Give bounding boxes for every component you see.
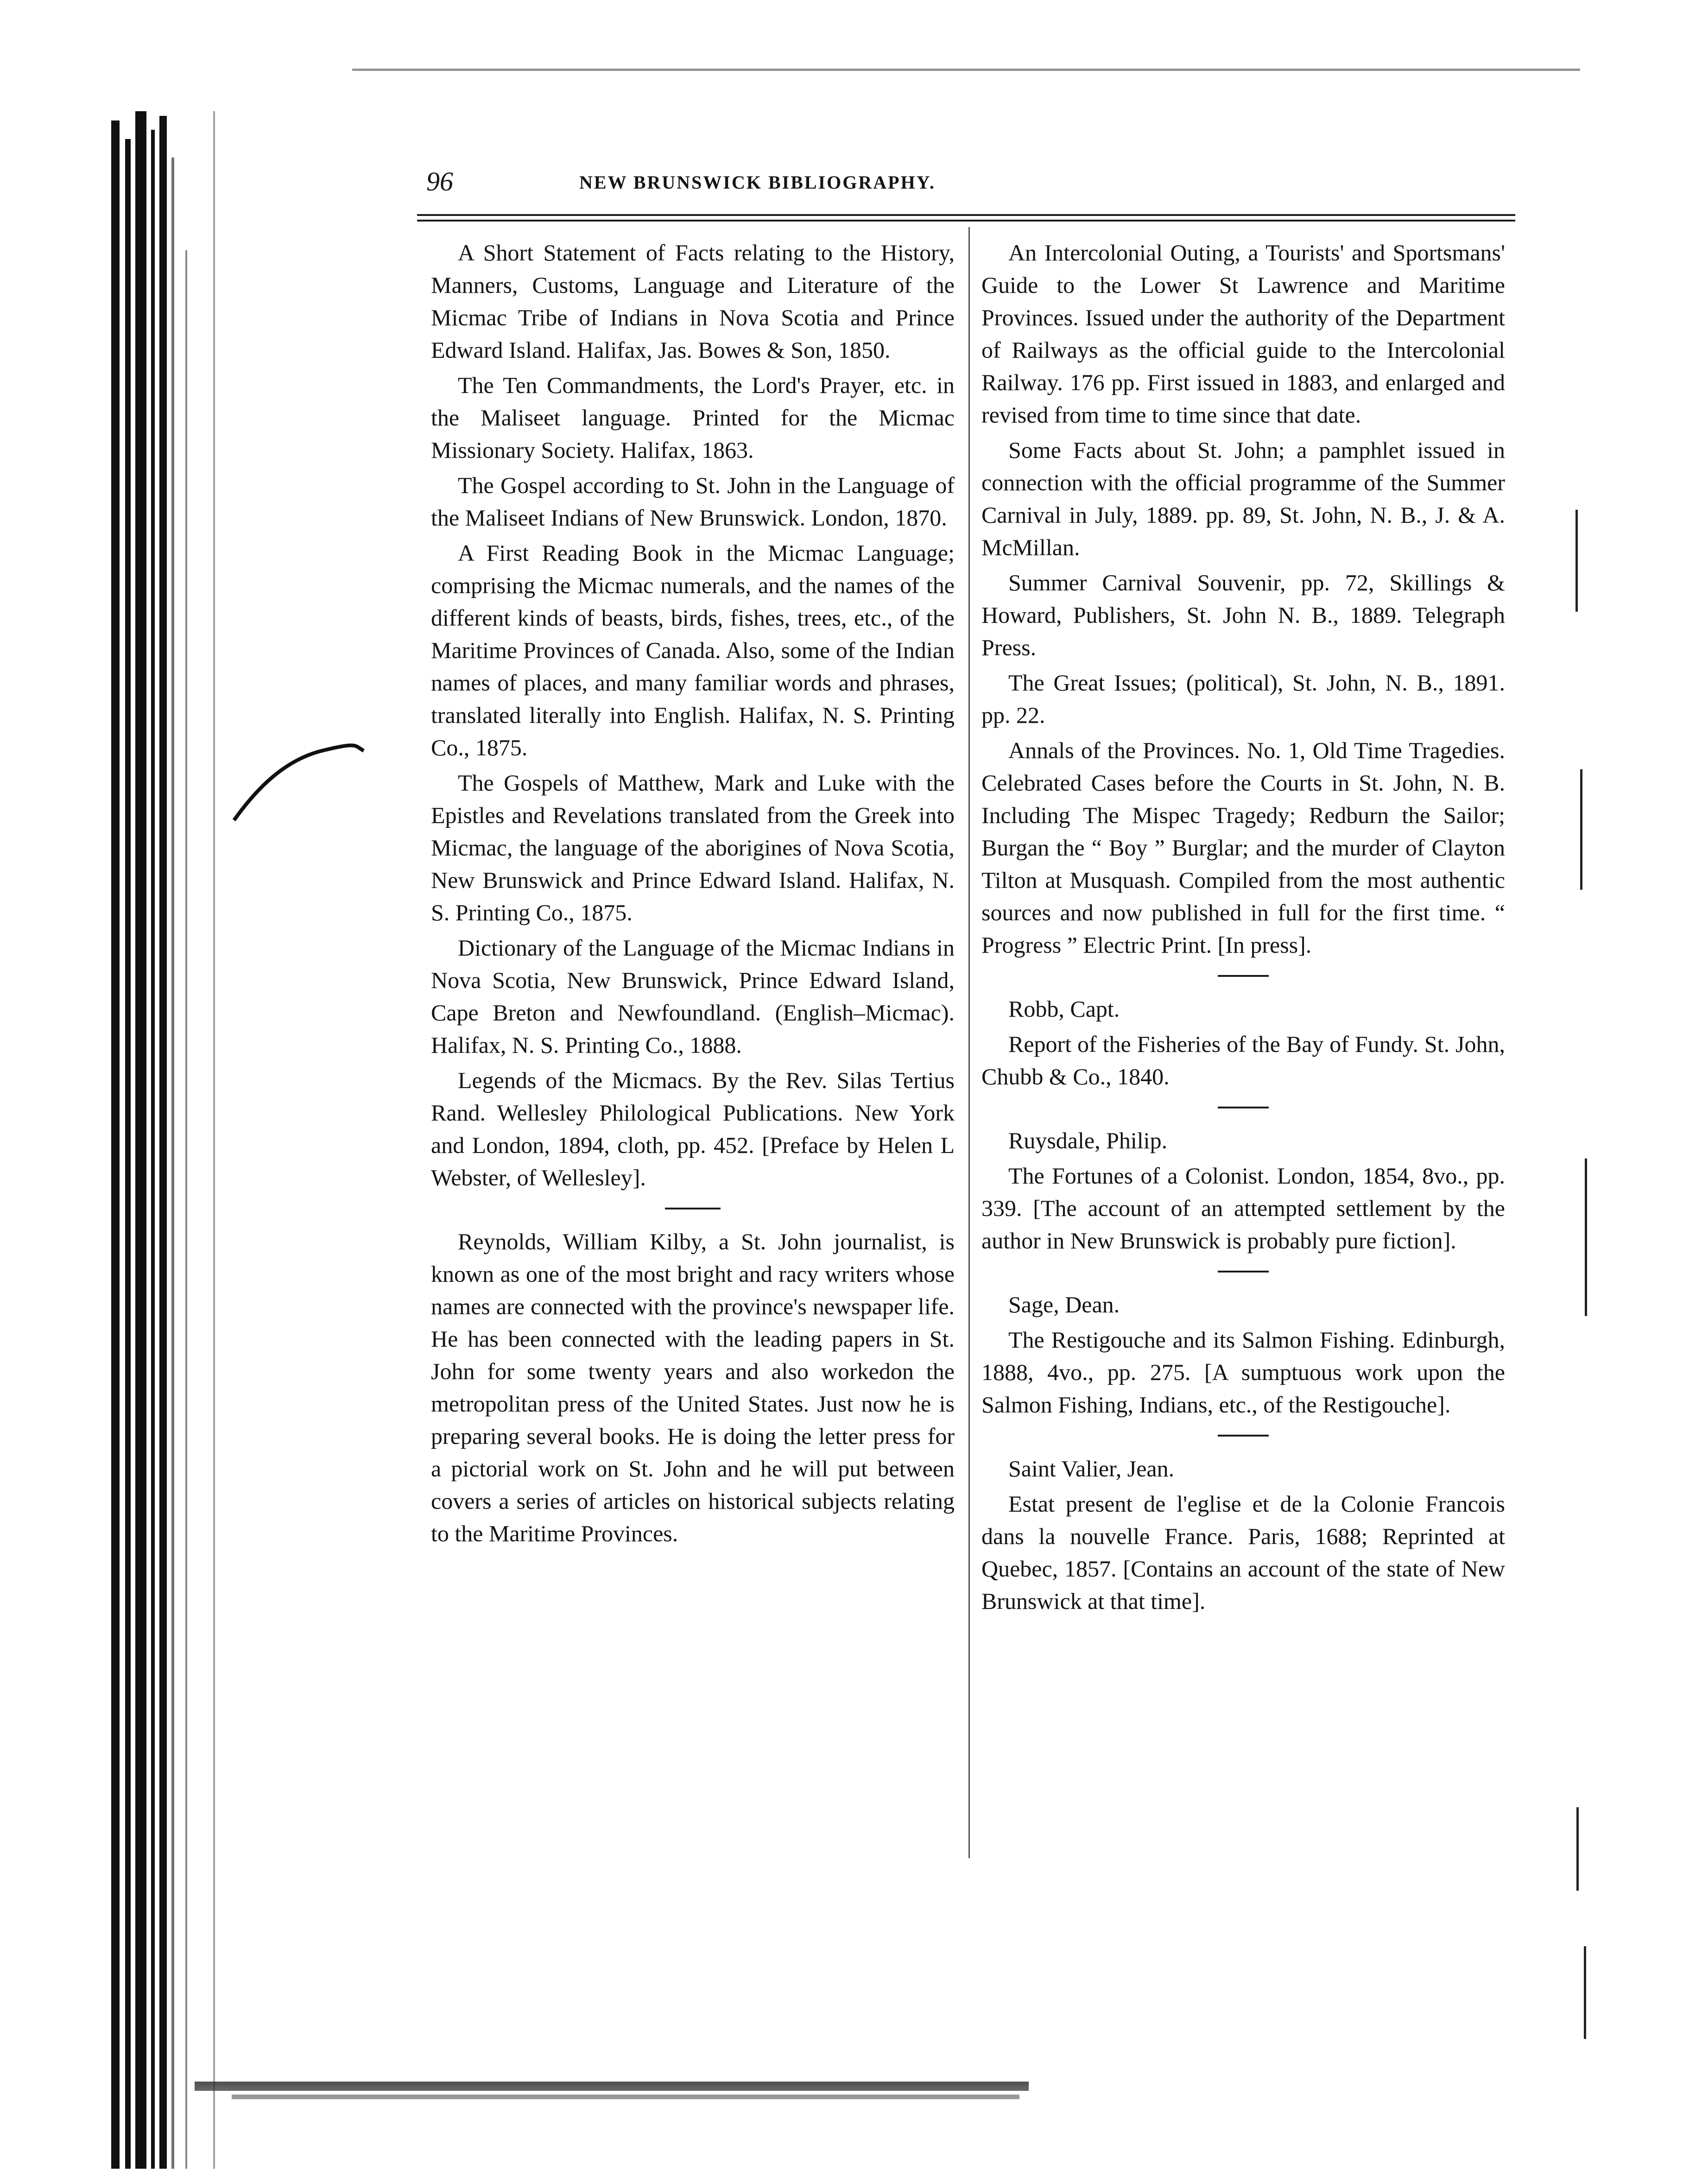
pen-mark-icon bbox=[229, 732, 368, 825]
section-separator bbox=[1218, 1107, 1269, 1108]
bibliography-entry: Estat present de l'eglise et de la Colonie Francois dans la nouvelle France. Paris, 1688; Reprinted at Quebec, 1857. [Contains an account of the state of New Brunswick at that time]. bbox=[981, 1491, 1505, 1614]
bibliography-entry: The Restigouche and its Salmon Fishing. Edinburgh, 1888, 4vo., pp. 275. [A sumptuous work upon the Salmon Fishing, Indians, etc., of the Restigouche]. bbox=[981, 1327, 1505, 1418]
bibliography-entry: The Great Issues; (political), St. John, N. B., 1891. pp. 22. bbox=[981, 670, 1505, 728]
right-column bbox=[981, 236, 1505, 1620]
running-title: NEW BRUNSWICK BIBLIOGRAPHY. bbox=[579, 172, 936, 193]
author-biography: Reynolds, William Kilby, a St. John journalist, is known as one of the most bright and racy writers whose names are connected with the province's newspaper life. He has been connected with the leading papers in St. John for some twenty years and also workedon the metropolitan press of the United States. Just now he is preparing several books. He is doing the letter press for a pictorial work on St. John and he will put between covers a series of articles on historical subjects relating to the Maritime Provinces. bbox=[431, 1228, 955, 1546]
author-heading: Sage, Dean. bbox=[1008, 1291, 1120, 1317]
section-separator bbox=[665, 1208, 721, 1209]
page-header bbox=[426, 166, 1520, 203]
scan-binding-edge bbox=[107, 111, 255, 2169]
author-heading: Ruysdale, Philip. bbox=[1008, 1127, 1168, 1153]
bibliography-entry: Dictionary of the Language of the Micmac Indians in Nova Scotia, New Brunswick, Prince Edward Island, Cape Breton and Newfoundland. (English–Micmac). Halifax, N. S. Printing Co., 1888. bbox=[431, 935, 955, 1058]
bibliography-entry: The Gospel according to St. John in the Language of the Maliseet Indians of New Brunswick. London, 1870. bbox=[431, 472, 955, 531]
section-separator bbox=[1218, 1271, 1269, 1272]
scan-bottom-edge-shadow bbox=[232, 2095, 1019, 2099]
scan-top-edge-line bbox=[352, 69, 1580, 71]
section-separator bbox=[1218, 1435, 1269, 1437]
scan-right-edge-marks bbox=[1571, 510, 1599, 2039]
page-number: 96 bbox=[426, 166, 453, 196]
author-heading: Saint Valier, Jean. bbox=[1008, 1456, 1175, 1481]
bibliography-entry: The Fortunes of a Colonist. London, 1854, 8vo., pp. 339. [The account of an attempted settlement by the author in New Brunswick is probably pure fiction]. bbox=[981, 1163, 1505, 1253]
bibliography-entry: An Intercolonial Outing, a Tourists' and Sportsmans' Guide to the Lower St Lawrence and Maritime Provinces. Issued under the authority of the Department of Railways as the official guide to the Intercolonial Railway. 176 pp. First issued in 1883, and enlarged and revised from time to time since that date. bbox=[981, 240, 1505, 428]
scan-bottom-edge bbox=[195, 2082, 1029, 2091]
bibliography-entry: A First Reading Book in the Micmac Language; comprising the Micmac numerals, and the names of the different kinds of beasts, birds, fishes, trees, etc., of the Maritime Provinces of Canada. Also, some of the Indian names of places, and many familiar words and phrases, translated literally into English. Halifax, N. S. Printing Co., 1875. bbox=[431, 540, 955, 760]
column-divider bbox=[968, 227, 970, 1858]
bibliography-entry: Report of the Fisheries of the Bay of Fundy. St. John, Chubb & Co., 1840. bbox=[981, 1031, 1505, 1089]
section-separator bbox=[1218, 975, 1269, 977]
bibliography-entry: Summer Carnival Souvenir, pp. 72, Skillings & Howard, Publishers, St. John N. B., 1889. Telegraph Press. bbox=[981, 570, 1505, 660]
bibliography-entry: The Gospels of Matthew, Mark and Luke with the Epistles and Revelations translated from the Greek into Micmac, the language of the aborigines of Nova Scotia, New Brunswick and Prince Edward Island. Halifax, N. S. Printing Co., 1875. bbox=[431, 770, 955, 925]
bibliography-entry: A Short Statement of Facts relating to the History, Manners, Customs, Language and Literature of the Micmac Tribe of Indians in Nova Scotia and Prince Edward Island. Halifax, Jas. Bowes & Son, 1850. bbox=[431, 240, 955, 363]
author-heading: Robb, Capt. bbox=[1008, 996, 1120, 1022]
bibliography-entry: The Ten Commandments, the Lord's Prayer, etc. in the Maliseet language. Printed for the Micmac Missionary Society. Halifax, 1863. bbox=[431, 372, 955, 463]
bibliography-entry: Legends of the Micmacs. By the Rev. Silas Tertius Rand. Wellesley Philological Publications. New York and London, 1894, cloth, pp. 452. [Preface by Helen L Webster, of Wellesley]. bbox=[431, 1067, 955, 1190]
left-column bbox=[431, 236, 955, 1552]
bibliography-entry: Some Facts about St. John; a pamphlet issued in connection with the official programme of the Summer Carnival in July, 1889. pp. 89, St. John, N. B., J. & A. McMillan. bbox=[981, 437, 1505, 560]
header-rule bbox=[417, 220, 1515, 222]
header-rule bbox=[417, 214, 1515, 216]
bibliography-entry: Annals of the Provinces. No. 1, Old Time Tragedies. Celebrated Cases before the Courts in St. John, N. B. Including The Mispec Tragedy; Redburn the Sailor; Burgan the “ Boy ” Burglar; and the murder of Clayton Tilton at Musquash. Compiled from the most authentic sources and now published in full for the first time. “ Progress ” Electric Print. [In press]. bbox=[981, 737, 1505, 958]
